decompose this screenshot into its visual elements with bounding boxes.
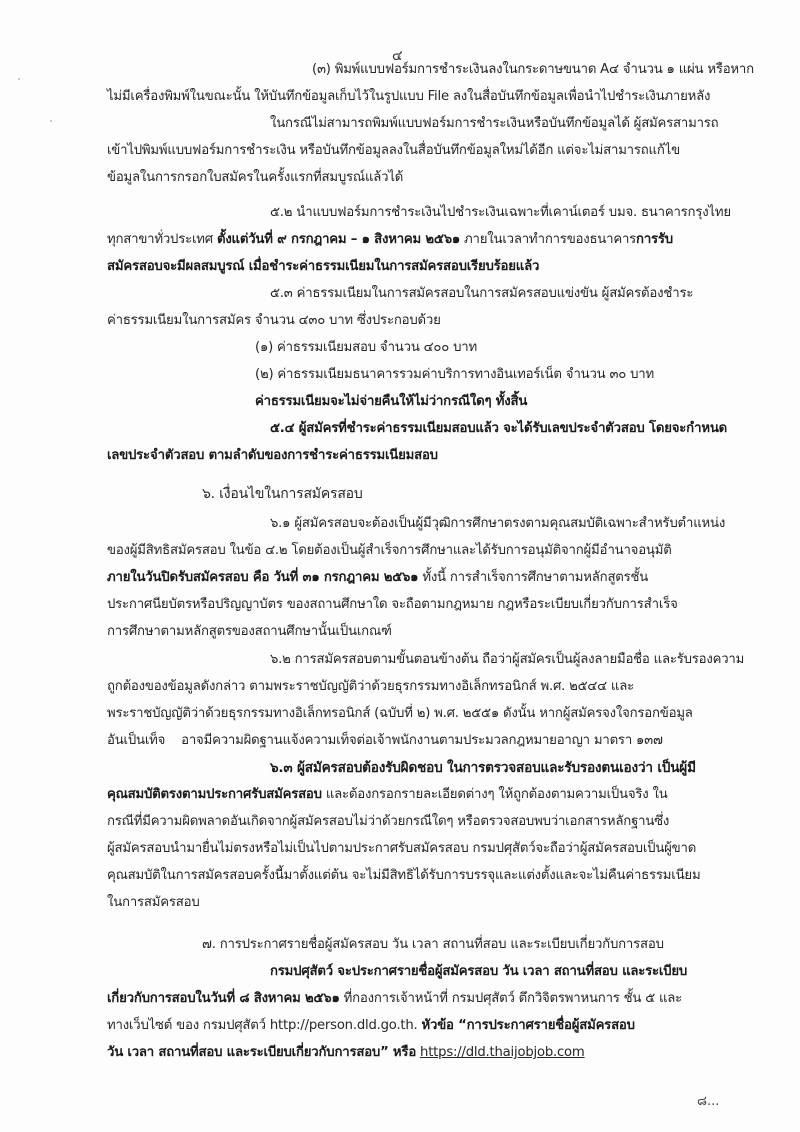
section-7-line-4 — [107, 1043, 742, 1063]
announcement-date: เกี่ยวกับการสอบในวันที่ ๘ สิงหาคม ๒๕๖๑ — [107, 991, 340, 1006]
item-6-1-line-5: การศึกษาตามหลักสูตรของสถานศึกษานั้นเป็นเกณฑ์ — [107, 624, 392, 639]
item-6-2-line-2: ถูกต้องของข้อมูลดังกล่าว ตามพระราชบัญญัติว่าด้วยธุรกรรมทางอิเล็กทรอนิกส์ พ.ศ. ๒๕๔๔ และ — [107, 679, 634, 694]
print-form-line-3: ในกรณีไม่สามารถพิมพ์แบบฟอร์มการชำระเงินหรือบันทึกข้อมูลได้ ผู้สมัครสามารถ — [270, 116, 719, 131]
item-6-3-line-2 — [107, 785, 742, 805]
item-6-3-line-5: คุณสมบัติในการสมัครสอบครั้งนี้มาตั้งแต่ต้น จะไม่มีสิทธิได้รับการบรรจุและแต่งตั้งและจะไม่คืนค่าธรรมเนียม — [107, 868, 701, 883]
item-6-1-line-3 — [107, 568, 742, 588]
section-7-text: ที่กองการเจ้าหน้าที่ กรมปศุสัตว์ ตึกวิจิตรพาหนการ ชั้น ๕ และ — [339, 991, 683, 1006]
payment-period: ตั้งแต่วันที่ ๙ กรกฎาคม – ๑ สิงหาคม ๒๕๖๑ — [216, 232, 461, 247]
section-7-line-3 — [107, 1016, 742, 1036]
item-5-2-line-3: สมัครสอบจะมีผลสมบูรณ์ เมื่อชำระค่าธรรมเนียมในการสมัครสอบเรียบร้อยแล้ว — [107, 259, 540, 274]
page-number: ๔ — [392, 48, 403, 64]
section-7-line-1: กรมปศุสัตว์ จะประกาศรายชื่อผู้สมัครสอบ วัน เวลา สถานที่สอบ และระเบียบ — [270, 964, 688, 979]
no-refund-notice: ค่าธรรมเนียมจะไม่จ่ายคืนให้ไม่ว่ากรณีใดๆ ทั้งสิ้น — [255, 394, 528, 409]
item-6-1-text: ทั้งนี้ การสำเร็จการศึกษาตามหลักสูตรชั้น — [418, 570, 649, 585]
item-6-2-line-1: ๖.๒ การสมัครสอบตามขั้นตอนข้างต้น ถือว่าผู้สมัครเป็นผู้ลงลายมือชื่อ และรับรองความ — [270, 652, 745, 667]
section-7-topic: หัวข้อ “การประกาศรายชื่อผู้สมัครสอบ — [421, 1018, 635, 1033]
item-6-3-line-1: ๖.๓ ผู้สมัครสอบต้องรับผิดชอบ ในการตรวจสอบและรับรองตนเองว่า เป็นผู้มี — [270, 760, 696, 776]
item-6-1-line-2: ของผู้มีสิทธิสมัครสอบ ในข้อ ๔.๒ โดยต้องเป็นผู้สำเร็จการศึกษาและได้รับการอนุมัติจากผู้มีอำนาจอนุมัติ — [107, 543, 672, 558]
item-6-3-bold-text: คุณสมบัติตรงตามประกาศรับสมัครสอบ — [107, 787, 322, 802]
item-5-2-line-1: ๕.๒ นำแบบฟอร์มการชำระเงินไปชำระเงินเฉพาะที่เคาน์เตอร์ บมจ. ธนาคารกรุงไทย — [270, 205, 731, 220]
item-6-2-line-3: พระราชบัญญัติว่าด้วยธุรกรรมทางอิเล็กทรอนิกส์ (ฉบับที่ ๒) พ.ศ. ๒๕๕๑ ดังนั้น หากผู้สมัครจงใจกรอกข้อมูล — [107, 706, 693, 721]
section-7-line-2 — [107, 989, 742, 1009]
section-6-heading: ๖. เงื่อนไขในการสมัครสอบ — [202, 486, 363, 502]
section-7-text: ทางเว็บไซต์ ของ กรมปศุสัตว์ http://person.dld.go.th. — [107, 1018, 422, 1033]
item-5-2-text: ภายในเวลาทำการของธนาคาร — [460, 232, 637, 247]
print-form-line-4: เข้าไปพิมพ์แบบฟอร์มการชำระเงิน หรือบันทึกข้อมูลลงในสื่อบันทึกข้อมูลใหม่ได้อีก แต่จะไม่สามารถแก้ไข — [107, 143, 680, 158]
section-7-topic-cont: วัน เวลา สถานที่สอบ และระเบียบเกี่ยวกับการสอบ” หรือ — [107, 1045, 417, 1060]
scan-speck — [50, 120, 52, 122]
item-5-4-line-2: เลขประจำตัวสอบ ตามลำดับของการชำระค่าธรรมเนียมสอบ — [107, 448, 438, 463]
item-5-2-text: ทุกสาขาทั่วประเทศ — [107, 232, 217, 247]
thaijobjob-link[interactable]: https://dld.thaijobjob.com — [420, 1045, 585, 1060]
item-6-2-line-4: อันเป็นเท็จ อาจมีความผิดฐานแจ้งความเท็จต่อเจ้าพนักงานตามประมวลกฎหมายอาญา มาตรา ๑๓๗ — [107, 733, 663, 748]
item-5-3-line-1: ๕.๓ ค่าธรรมเนียมในการสมัครสอบในการสมัครสอบแข่งขัน ผู้สมัครต้องชำระ — [270, 286, 694, 301]
item-6-1-line-4: ประกาศนียบัตรหรือปริญญาบัตร ของสถานศึกษาใด จะถือตามกฎหมาย กฎหรือระเบียบเกี่ยวกับการสำเร็จ — [107, 597, 678, 612]
item-5-2-line-2 — [107, 230, 742, 250]
print-form-line-2: ไม่มีเครื่องพิมพ์ในขณะนั้น ให้บันทึกข้อมูลเก็บไว้ในรูปแบบ File ลงในสื่อบันทึกข้อมูลเพื่อนำไปชำระเงินภายหลัง — [107, 89, 711, 104]
print-form-line-5: ข้อมูลในการกรอกใบสมัครในครั้งแรกที่สมบูรณ์แล้วได้ — [107, 170, 404, 185]
fee-item-2: (๒) ค่าธรรมเนียมธนาคารรวมค่าบริการทางอินเทอร์เน็ต จำนวน ๓๐ บาท — [255, 367, 655, 382]
next-page-marker: ๘... — [697, 1094, 720, 1109]
item-5-4-line-1: ๕.๔ ผู้สมัครที่ชำระค่าธรรมเนียมสอบแล้ว จะได้รับเลขประจำตัวสอบ โดยจะกำหนด — [270, 421, 728, 436]
section-7-heading: ๗. การประกาศรายชื่อผู้สมัครสอบ วัน เวลา สถานที่สอบ และระเบียบเกี่ยวกับการสอบ — [202, 937, 664, 952]
scan-speck — [18, 78, 20, 80]
item-6-3-line-6: ในการสมัครสอบ — [107, 895, 200, 910]
item-6-3-line-4: ผู้สมัครสอบนำมายื่นไม่ตรงหรือไม่เป็นไปตามประกาศรับสมัครสอบ กรมปศุสัตว์จะถือว่าผู้สมัครสอบเป็นผู้ขาด — [107, 841, 697, 856]
print-form-line-1: (๓) พิมพ์แบบฟอร์มการชำระเงินลงในกระดาษขนาด A๔ จำนวน ๑ แผ่น หรือหาก — [312, 62, 754, 77]
fee-item-1: (๑) ค่าธรรมเนียมสอบ จำนวน ๔๐๐ บาท — [255, 340, 477, 355]
application-close-date: ภายในวันปิดรับสมัครสอบ คือ วันที่ ๓๑ กรกฎาคม ๒๕๖๑ — [107, 570, 419, 585]
item-5-2-bold-text: การรับ — [636, 232, 673, 247]
item-6-1-line-1: ๖.๑ ผู้สมัครสอบจะต้องเป็นผู้มีวุฒิการศึกษาตรงตามคุณสมบัติเฉพาะสำหรับตำแหน่ง — [270, 516, 726, 531]
item-5-3-line-2: ค่าธรรมเนียมในการสมัคร จำนวน ๔๓๐ บาท ซึ่งประกอบด้วย — [107, 313, 441, 328]
item-6-3-line-3: กรณีที่มีความผิดพลาดอันเกิดจากผู้สมัครสอบไม่ว่าด้วยกรณีใดๆ หรือตรวจสอบพบว่าเอกสารหลักฐานซึ่ง — [107, 814, 670, 829]
item-6-3-text: และต้องกรอกรายละเอียดต่างๆ ให้ถูกต้องตามความเป็นจริง ใน — [321, 787, 668, 802]
